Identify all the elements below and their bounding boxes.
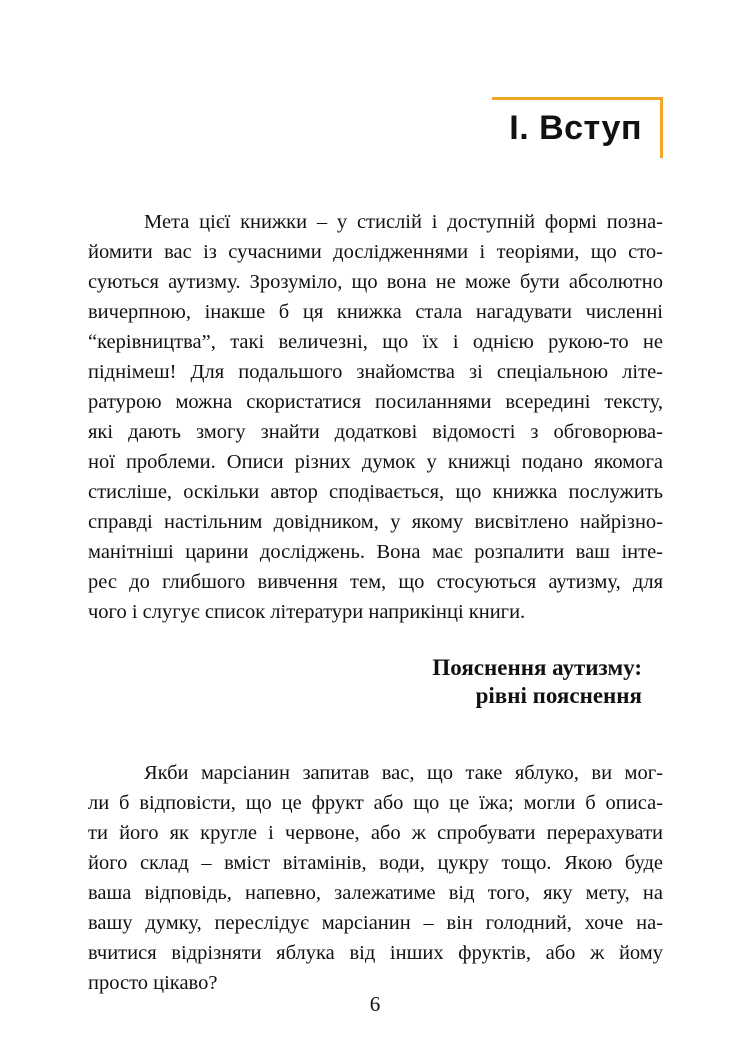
text-line: вашу думку, переслідує марсіанин – він голодний, хоче на- (88, 912, 663, 934)
text-line: які дають змогу знайти додаткові відомості з обговорюва- (88, 421, 663, 443)
text-line: чого і слугує список літератури наприкінці книги. (88, 601, 526, 623)
text-line: ної проблеми. Описи різних думок у книжці подано якомога (88, 451, 663, 473)
text-line: ваша відповідь, напевно, залежатиме від того, яку мету, на (88, 882, 663, 904)
text-line: йомити вас із сучасними дослідженнями і теоріями, що сто- (88, 241, 663, 263)
martian-paragraph (88, 758, 663, 998)
intro-paragraph (88, 207, 663, 627)
text-line: його склад – вміст вітамінів, води, цукру тощо. Якою буде (88, 852, 663, 874)
text-line: стисліше, оскільки автор сподівається, що книжка послужить (88, 481, 663, 503)
section-heading-line1: Пояснення аутизму: (432, 655, 642, 680)
page-number: 6 (369, 992, 381, 1016)
text-line: “керівництва”, такі величезні, що їх і однією рукою-то не (88, 331, 663, 353)
text-line: ли б відповісти, що це фрукт або що це їжа; могли б описа- (88, 792, 663, 814)
text-line: вчитися відрізняти яблука від інших фруктів, або ж йому (88, 942, 663, 964)
text-line: Мета цієї книжки – у стислій і доступній формі позна- (144, 211, 663, 233)
text-line: Якби марсіанин запитав вас, що таке яблуко, ви мог- (144, 762, 663, 784)
text-line: ти його як кругле і червоне, або ж спробувати перерахувати (88, 822, 663, 844)
text-line: манітніші царини досліджень. Вона має розпалити ваш інте- (88, 541, 663, 563)
section-heading-line2: рівні пояснення (475, 683, 642, 708)
text-line: вичерпною, інакше б ця книжка стала нагадувати численні (88, 301, 663, 323)
section-heading (300, 654, 642, 710)
text-line: піднімеш! Для подальшого знайомства зі спеціальною літе- (88, 361, 663, 383)
text-line: рес до глибшого вивчення тем, що стосуються аутизму, для (88, 571, 663, 593)
text-line: справді настільним довідником, у якому висвітлено найрізно- (88, 511, 663, 533)
chapter-title: І. Вступ (509, 109, 642, 147)
text-line: суються аутизму. Зрозуміло, що вона не може бути абсолютно (88, 271, 663, 293)
text-line: просто цікаво? (88, 972, 218, 994)
text-line: ратурою можна скористатися посиланнями всередині тексту, (88, 391, 663, 413)
